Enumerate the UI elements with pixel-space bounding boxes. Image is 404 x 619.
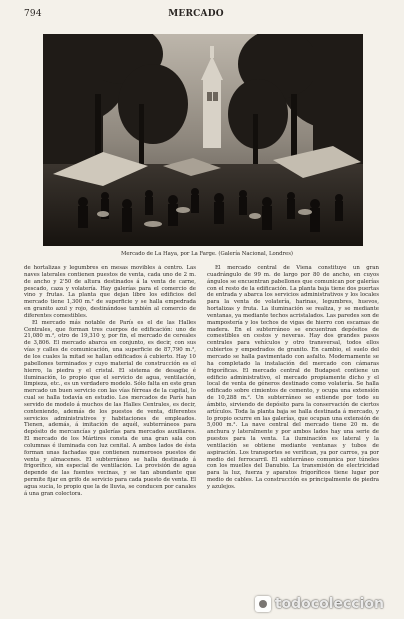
camera-icon [255,596,271,612]
paragraph: de hortalizas y legumbres en mesas movibles á centro. Las naves laterales contienen puestos de venta, cada uno de 2 m. de ancho y 2'50 de altura destinados á la venta de carne, pescado, caza y volatería. Hay galerías para el comercio de vino y frutas. La planta que dejan libre los edificios del mercado tiene 1,300 m.² de superficie y se halla empedrada en granito azul y rojo, destinándose también al comercio de diferentes comestibles. [24,265,196,319]
engraving-illustration [43,34,363,246]
running-title: MERCADO [168,9,224,19]
text-column-left [24,265,196,601]
text-column-right [207,265,379,601]
watermark-text: todocoleccion [274,596,384,612]
page-header [24,9,368,23]
figure-caption: Mercado de La Haya, por La Farge. (Galería Nacional, Londres) [121,251,293,257]
page-number: 794 [24,9,42,19]
paragraph: El mercado más notable de París es el de las Halles Centrales, que forman tres cuerpos de edificación: uno de 21,080 m.², otro de 19,310 y, por fin, el mercado de cereales de 3,806. El mercado abarca en conjunto, es decir, con sus vías y calles de comunicación, una superficie de 87,790 m.², de los cuales la mitad se hallan edificados á cubierto. Hay 10 pabellones terminados y cuyo material de construcción es el hierro, la piedra y el cristal. El sistema de desagüe é iluminación, lo propio que el servicio de agua, ventilación, limpieza, etc., es un verdadero modelo. Sólo falta en este gran mercado un buen servicio con las vías férreas de la capital, lo cual se halla todavía en estudio. Los mercados de París han servido de modelo á muchos de las Halles Centrales, es decir, conteniendo, además de los puestos de venta, diferentes servicios administrativos y habitaciones de empleados. Tienen, además, á imitación de aquél, subterráneos para depósito de mercancías y galerías para mercados auxiliares. El mercado de los Mártires consta de una gran sala con columnas é iluminada con luz cenital. A ambos lados de ésta forman unas fachadas que contienen numerosos puestos de venta y almacenes. El subterráneo se halla destinado á frigorífico, sin especial de ventilación. La provisión de agua depende de las fuentes vecinas, y se tan abundante que permite fijar en grifo de servicio para cada puesto de venta. El agua sucia, lo propio que la de lluvia, se conducen por canales á una gran colectora. [24,319,196,497]
market-scene-engraving [43,34,363,246]
paragraph: El mercado central de Viena constituye un gran cuadrángulo de 99 m. de largo por 80 de ancho, en cuyos ángulos se encuentran pabellones que comunican por galerías con el resto de la edificación. La planta baja tiene dos puertas de entrada y abarca los servicios administrativos y los locales para la venta de volatería, harinas, legumbres, huevos, hortalizas y fruta. La iluminación se realiza, y se mediante ventanas, ya mediante techos acristalados. Las paredes son de mampostería y los techos de vigas de hierro con escamas de madera. En el subterráneo se encuentran depósitos de comestibles en cestos y neveras. Hay dos grandes pasos centrales para vehículos y otro transversal, todos ellos cubiertos y empedrados de granito. En cambio, el suelo del mercado se halla pavimentado con asfalto. Modernamente se ha completado la instalación del mercado con cámaras frigoríficas. El mercado central de Budapest contiene un edificio administrativo, el mercado propiamente dicho y el local de venta de géneros destinado como volatería. Se halla edificado sobre cimientos de cemento, y ocupa una extensión de 10,288 m.². Un subterráneo se extiende por todo su ámbito, sirviendo de depósito para la conservación de ciertos artículos. Toda la planta baja se halla destinada á mercado, y lo propio ocurre en las galerías, que ocupan una extensión de 5,000 m.². La nave central del mercado tiene 20 m. de anchura y lateralmente y por ambos lados hay una serie de puestos para la venta. La iluminación es lateral y la ventilación se obtiene mediante ventanas y tubos de aspiración. Los transportes se verifican, ya por carros, ya por medio del ferrocarril. El subterráneo comunica por túneles con los muelles del Danubio. La transmisión de electricidad para la luz, fuerza y aparatos frigoríficos tiene lugar por medio de cables. La construcción es principalmente de piedra y azulejos. [207,265,379,490]
watermark [255,596,384,612]
